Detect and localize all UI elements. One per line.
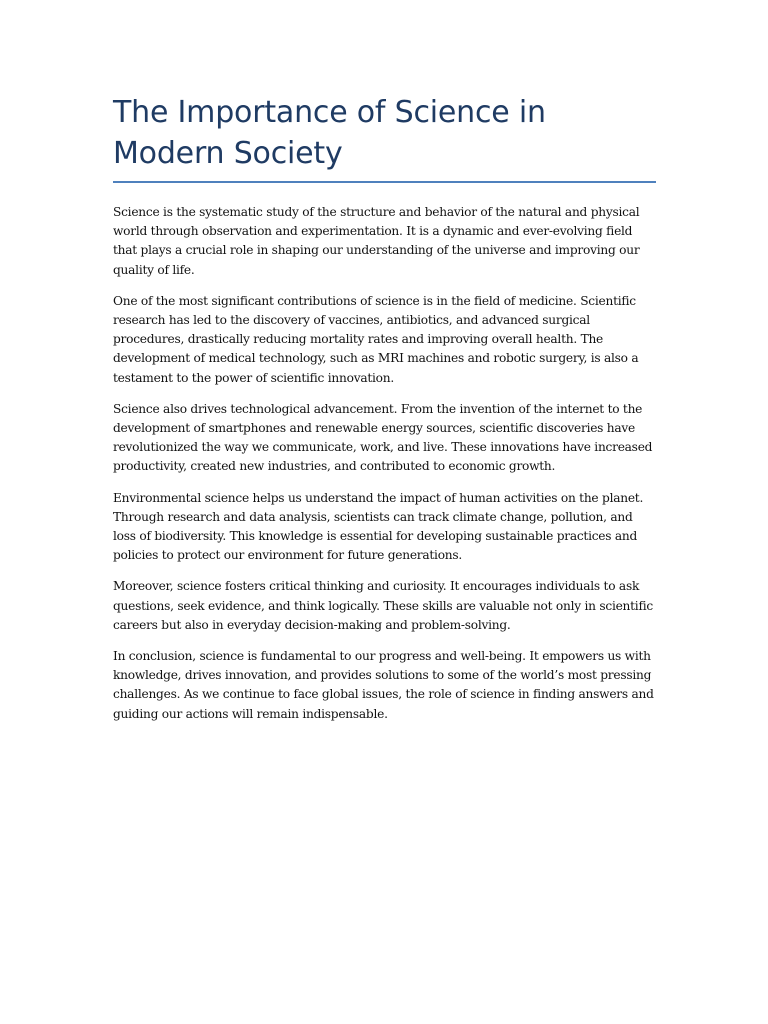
document-body bbox=[113, 203, 656, 724]
paragraph-medicine: One of the most significant contributions of science is in the field of medicine. Scientific research has led to the discovery of vaccines, antibiotics, and advanced surgical procedures, drastically reducing mortality rates and improving overall health. The development of medical technology, such as MRI machines and robotic surgery, is also a testament to the power of scientific innovation. bbox=[113, 293, 639, 385]
paragraph-intro: Science is the systematic study of the structure and behavior of the natural and physical world through observation and experimentation. It is a dynamic and ever-evolving field that plays a crucial role in shaping our understanding of the universe and improving our quality of life. bbox=[113, 205, 640, 277]
document-title: The Importance of Science in Modern Society bbox=[113, 92, 656, 183]
paragraph-environment: Environmental science helps us understand the impact of human activities on the planet. Through research and data analysis, scientists can track climate change, pollution, and loss of biodiversity. This knowledge is essential for developing sustainable practices and policies to protect our environment for future generations. bbox=[113, 490, 644, 563]
paragraph-technology: Science also drives technological advancement. From the invention of the internet to the development of smartphones and renewable energy sources, scientific discoveries have revolutionized the way we communicate, work, and live. These innovations have increased productivity, created new industries, and contributed to economic growth. bbox=[113, 401, 653, 474]
paragraph-conclusion: In conclusion, science is fundamental to our progress and well-being. It empowers us with knowledge, drives innovation, and provides solutions to some of the world’s most pressing challenges. As we continue to face global issues, the role of science in finding answers and guiding our actions will remain indispensable. bbox=[113, 649, 654, 721]
document-page bbox=[113, 92, 656, 736]
paragraph-critical-thinking: Moreover, science fosters critical thinking and curiosity. It encourages individuals to ask questions, seek evidence, and think logically. These skills are valuable not only in scientific careers but also in everyday decision-making and problem-solving. bbox=[113, 579, 653, 632]
